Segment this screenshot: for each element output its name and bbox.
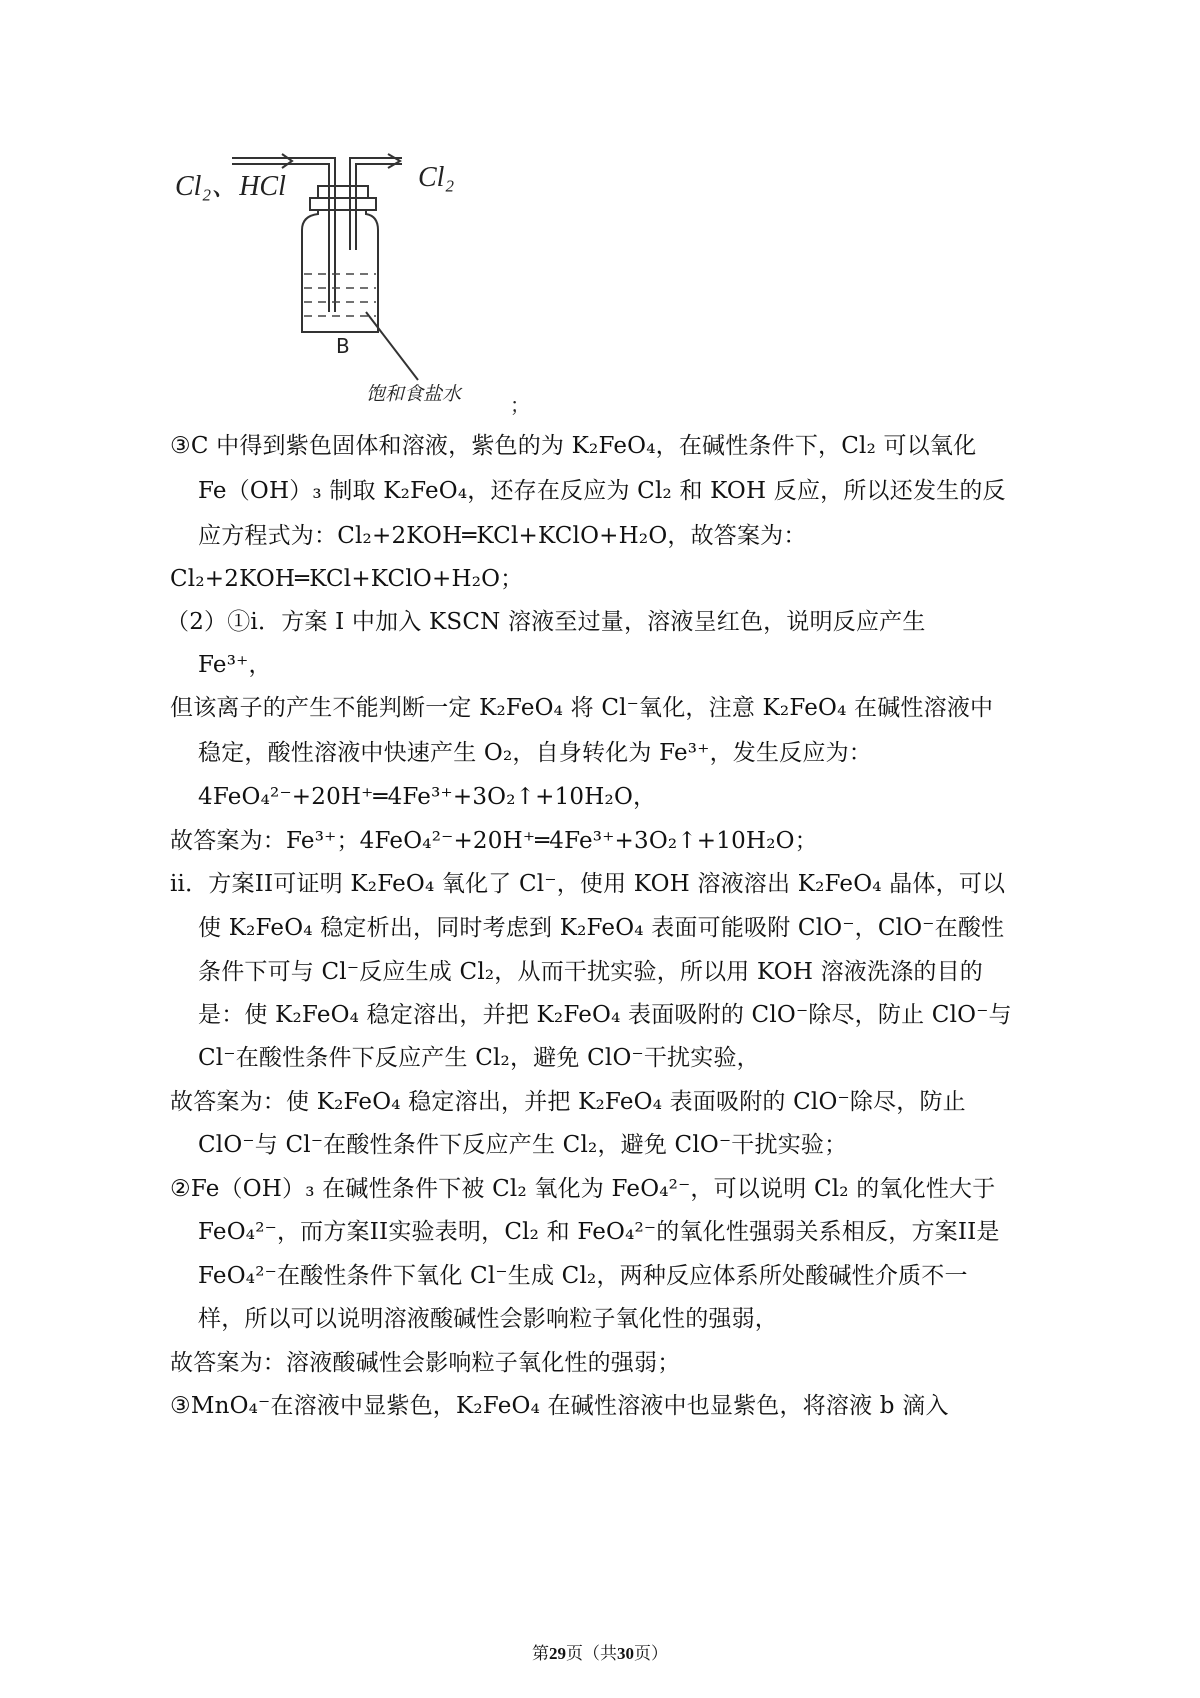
footer-total-pages: 30	[617, 1644, 634, 1663]
gas-washing-bottle-diagram	[170, 150, 530, 450]
footer-prefix: 第	[532, 1644, 549, 1664]
text-line-9: 4FeO₄²⁻+20H⁺═4Fe³⁺+3O₂↑+10H₂O，	[198, 784, 657, 810]
text-line-21: 样，所以可以说明溶液酸碱性会影响粒子氧化性的强弱，	[198, 1306, 778, 1332]
inlet-gas-label: Cl₂、HCl	[175, 171, 286, 202]
text-line-2: Fe（OH）₃ 制取 K₂FeO₄，还存在反应为 Cl₂ 和 KOH 反应，所以还发生的反	[198, 478, 1006, 504]
text-line-23: ③MnO₄⁻在溶液中显紫色，K₂FeO₄ 在碱性溶液中也显紫色，将溶液 b 滴入	[170, 1393, 949, 1419]
text-line-6: Fe³⁺，	[198, 652, 272, 678]
text-line-16: 故答案为：使 K₂FeO₄ 稳定溶出，并把 K₂FeO₄ 表面吸附的 ClO⁻除尽，防止	[170, 1089, 966, 1115]
text-line-20: FeO₄²⁻在酸性条件下氧化 Cl⁻生成 Cl₂，两种反应体系所处酸碱性介质不一	[198, 1263, 968, 1289]
apparatus-drawing	[170, 150, 530, 450]
footer-page-number: 29	[549, 1644, 566, 1663]
outlet-gas-label: Cl₂	[418, 162, 455, 193]
figure-trailing-semicolon: ；	[510, 393, 530, 417]
text-line-1: ③C 中得到紫色固体和溶液，紫色的为 K₂FeO₄，在碱性条件下，Cl₂ 可以氧化	[170, 433, 977, 459]
text-line-19: FeO₄²⁻，而方案II实验表明，Cl₂ 和 FeO₄²⁻的氧化性强弱关系相反，方案II是	[198, 1219, 1000, 1245]
liquid-label: 饱和食盐水	[366, 383, 462, 405]
text-line-11: ii．方案II可证明 K₂FeO₄ 氧化了 Cl⁻，使用 KOH 溶液溶出 K₂FeO₄ 晶体，可以	[170, 871, 1006, 897]
text-line-18: ②Fe（OH）₃ 在碱性条件下被 Cl₂ 氧化为 FeO₄²⁻，可以说明 Cl₂ 的氧化性大于	[170, 1176, 996, 1202]
text-line-7: 但该离子的产生不能判断一定 K₂FeO₄ 将 Cl⁻氧化，注意 K₂FeO₄ 在碱性溶液中	[170, 695, 994, 721]
text-line-17: ClO⁻与 Cl⁻在酸性条件下反应产生 Cl₂，避免 ClO⁻干扰实验；	[198, 1132, 848, 1158]
text-line-3: 应方程式为：Cl₂+2KOH═KCl+KClO+H₂O，故答案为：	[198, 523, 807, 549]
text-line-15: Cl⁻在酸性条件下反应产生 Cl₂，避免 ClO⁻干扰实验，	[198, 1045, 760, 1071]
text-line-8: 稳定，酸性溶液中快速产生 O₂，自身转化为 Fe³⁺，发生反应为：	[198, 740, 872, 766]
text-line-13: 条件下可与 Cl⁻反应生成 Cl₂，从而干扰实验，所以用 KOH 溶液洗涤的目的	[198, 959, 983, 985]
page-footer	[0, 1643, 1200, 1665]
footer-middle: 页（共	[566, 1644, 617, 1664]
text-line-10: 故答案为：Fe³⁺；4FeO₄²⁻+20H⁺═4Fe³⁺+3O₂↑+10H₂O；	[170, 828, 818, 854]
text-line-14: 是：使 K₂FeO₄ 稳定溶出，并把 K₂FeO₄ 表面吸附的 ClO⁻除尽，防止 ClO⁻与	[198, 1002, 1012, 1028]
text-line-5: （2）①i．方案 I 中加入 KSCN 溶液至过量，溶液呈红色，说明反应产生	[166, 609, 926, 635]
footer-suffix: 页）	[634, 1644, 668, 1664]
bottle-label: B	[336, 334, 350, 358]
text-line-12: 使 K₂FeO₄ 稳定析出，同时考虑到 K₂FeO₄ 表面可能吸附 ClO⁻，ClO⁻在酸性	[198, 915, 1005, 941]
text-line-4: Cl₂+2KOH═KCl+KClO+H₂O；	[170, 566, 524, 592]
text-line-22: 故答案为：溶液酸碱性会影响粒子氧化性的强弱；	[170, 1350, 681, 1376]
